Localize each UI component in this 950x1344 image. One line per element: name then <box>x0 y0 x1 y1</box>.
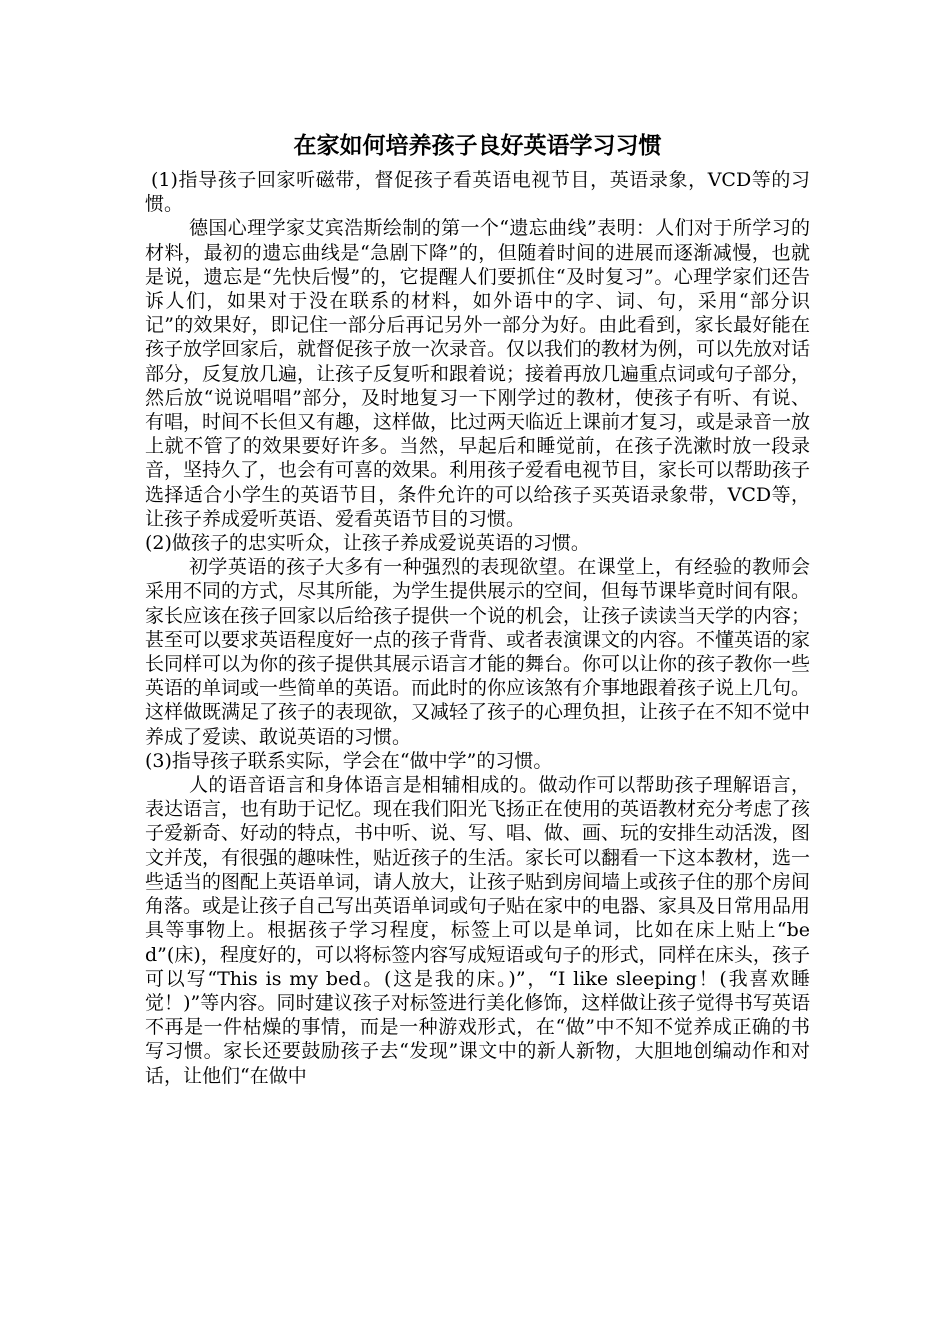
section-3-body: 人的语音语言和身体语言是相辅相成的。做动作可以帮助孩子理解语言，表达语言，也有助于记忆。现在我们阳光飞扬正在使用的英语教材充分考虑了孩子爱新奇、好动的特点，书中听、说、写、唱、做、画、玩的安排生动活泼，图文并茂，有很强的趣味性，贴近孩子的生活。家长可以翻看一下这本教材，选一些适当的图配上英语单词，请人放大，让孩子贴到房间墙上或孩子住的那个房间角落。或是让孩子自己写出英语单词或句子贴在家中的电器、家具及日常用品用具等事物上。根据孩子学习程度，标签上可以是单词，比如在床上贴上“bed”(床)，程度好的，可以将标签内容写成短语或句子的形式，同样在床头，孩子可以写“This is my bed。(这是我的床。)”，“I like sleeping！(我喜欢睡觉！)”等内容。同时建议孩子对标签进行美化修饰，这样做让孩子觉得书写英语不再是一件枯燥的事情，而是一种游戏形式，在“做”中不知不觉养成正确的书写习惯。家长还要鼓励孩子去“发现”课文中的新人新物，大胆地创编动作和对话，让他们“在做中 <box>145 774 811 1087</box>
document-title: 在家如何培养孩子良好英语学习习惯 <box>293 133 662 159</box>
section-2-heading: (2)做孩子的忠实听众，让孩子养成爱说英语的习惯。 <box>145 532 590 555</box>
section-3-heading: (3)指导孩子联系实际，学会在“做中学”的习惯。 <box>145 749 553 772</box>
section-1-body: 德国心理学家艾宾浩斯绘制的第一个“遗忘曲线”表明：人们对于所学习的材料，最初的遗忘曲线是“急剧下降”的，但随着时间的进展而逐渐减慢，也就是说，遗忘是“先快后慢”的，它提醒人们要抓住“及时复习”。心理学家们还告诉人们，如果对于没在联系的材料，如外语中的字、词、句，采用“部分识记”的效果好，即记住一部分后再记另外一部分为好。由此看到，家长最好能在孩子放学回家后，就督促孩子放一次录音。仅以我们的教材为例，可以先放对话部分，反复放几遍，让孩子反复听和跟着说；接着再放几遍重点词或句子部分，然后放“说说唱唱”部分，及时地复习一下刚学过的教材，使孩子有听、有说、有唱，时间不长但又有趣，这样做，比过两天临近上课前才复习，或是录音一放上就不管了的效果要好许多。当然，早起后和睡觉前，在孩子洗漱时放一段录音，坚持久了，也会有可喜的效果。利用孩子爱看电视节目，家长可以帮助孩子选择适合小学生的英语节目，条件允许的可以给孩子买英语录象带，VCD等，让孩子养成爱听英语、爱看英语节目的习惯。 <box>145 217 811 530</box>
section-2-body: 初学英语的孩子大多有一种强烈的表现欲望。在课堂上，有经验的教师会采用不同的方式，尽其所能，为学生提供展示的空间，但每节课毕竟时间有限。家长应该在孩子回家以后给孩子提供一个说的机会，让孩子读读当天学的内容；甚至可以要求英语程度好一点的孩子背背、或者表演课文的内容。不懂英语的家长同样可以为你的孩子提供其展示语言才能的舞台。你可以让你的孩子教你一些英语的单词或一些简单的英语。而此时的你应该煞有介事地跟着孩子说上几句。这样做既满足了孩子的表现欲，又减轻了孩子的心理负担，让孩子在不知不觉中养成了爱读、敢说英语的习惯。 <box>145 556 811 748</box>
document-page <box>145 130 810 1088</box>
section-1-heading: (1)指导孩子回家听磁带，督促孩子看英语电视节目，英语录象，VCD等的习惯。 <box>145 169 810 216</box>
